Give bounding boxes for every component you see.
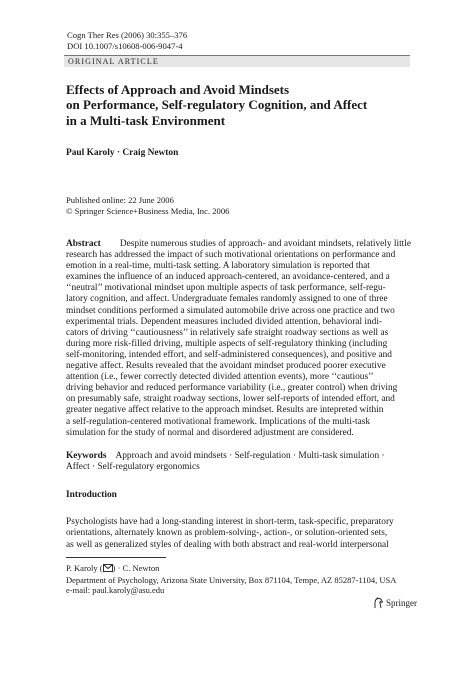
author-footnote [66, 563, 396, 596]
introduction-body [66, 517, 411, 551]
footnote-divider [66, 557, 166, 558]
abstract-line: attention (i.e., fewer correctly detected divided attention events), more ‘‘cautious’’ [66, 372, 374, 383]
abstract-line: during more risk-filled driving, multiple aspects of self-regulatory thinking (including [66, 338, 388, 349]
abstract-line: a self-regulation-centered motivational framework. Implications of the multi-task [66, 416, 371, 427]
title-line-1: Effects of Approach and Avoid Mindsets [66, 82, 290, 97]
journal-header [67, 30, 187, 51]
abstract-line: driving behavior and reduced performance variability (i.e., greater control) when driving [66, 383, 398, 394]
author-email[interactable]: e-mail: paul.karoly@asu.edu [66, 585, 165, 595]
abstract-line: greater negative affect relative to the approach mindset. Results are intepreted within [66, 405, 384, 416]
article-type-label: ORIGINAL ARTICLE [68, 57, 159, 66]
abstract-line: negative affect. Results revealed that the avoidant mindset produced poorer executive [66, 361, 386, 372]
keywords-line-1 [66, 451, 411, 462]
journal-doi: DOI 10.1007/s10608-006-9047-4 [67, 40, 183, 51]
publisher-name: Springer [386, 598, 417, 608]
publication-info [66, 195, 229, 217]
title-line-2: on Performance, Self-regulatory Cognition, and Affect [66, 97, 368, 113]
author-prefix: P. Karoly ( [66, 563, 103, 573]
abstract-line: on presumably safe, straight roadway sections, lower self-reports of intended effort, and [66, 394, 395, 405]
author-suffix: ) · C. Newton [112, 563, 160, 573]
article-type-bar [64, 55, 410, 67]
published-date: Published online: 22 June 2006 [66, 195, 174, 205]
intro-line: as well as generalized styles of dealing with both abstract and real-world interpersonal [66, 539, 389, 550]
copyright-line: © Springer Science+Business Media, Inc. 2006 [66, 205, 230, 216]
abstract-line: experimental trials. Dependent measures included divided attention, behavioral indi- [66, 316, 383, 327]
introduction-heading: Introduction [66, 490, 117, 500]
intro-line: Psychologists have had a long-standing interest in short-term, task-specific, preparatory [66, 517, 394, 527]
envelope-icon [103, 564, 113, 575]
abstract-text: Despite numerous studies of approach- and avoidant mindsets, relatively little [119, 239, 411, 249]
abstract-line: self-monitoring, intended effort, and self-administered consequences), and positive and [66, 349, 392, 360]
keywords-text-1: Approach and avoid mindsets · Self-regulation · Multi-task simulation · [115, 451, 385, 461]
springer-horse-logo [372, 597, 384, 609]
publisher-mark [372, 597, 417, 609]
author-list: Paul Karoly · Craig Newton [66, 148, 179, 158]
abstract-line: mindset conditions performed a simulated automobile drive across one practice and two [66, 305, 395, 316]
intro-line: orientations, alternately known as problem-solving-, action-, or solution-oriented sets, [66, 528, 388, 539]
abstract-line [66, 239, 411, 250]
abstract-line: simulation for the study of normal and disordered adjustment are considered. [66, 427, 354, 438]
abstract-line: latory cognition, and affect. Undergraduate females randomly assigned to one of three [66, 294, 388, 305]
abstract-label: Abstract [66, 239, 101, 249]
abstract-line: research has addressed the impact of such motivational orientations on performance and [66, 250, 396, 261]
abstract-section [66, 239, 411, 439]
corresponding-author [66, 563, 396, 575]
abstract-line: cators of driving ‘‘cautiousness’’ in relatively safe straight roadway sections as well as [66, 327, 389, 338]
author-department: Department of Psychology, Arizona State University, Box 871104, Tempe, AZ 85287-1104, USA [66, 574, 397, 585]
journal-citation: Cogn Ther Res (2006) 30:355–376 [67, 30, 188, 40]
abstract-line: ‘‘neutral’’ motivational mindset upon multiple aspects of task performance, self-regu- [66, 283, 386, 294]
keywords-section [66, 451, 411, 474]
abstract-line: examines the influence of an induced approach-centered, an avoidance-centered, and a [66, 272, 390, 283]
keywords-line-2: Affect · Self-regulatory ergonomics [66, 462, 200, 473]
abstract-line: emotion in a real-time, multi-task setting. A laboratory simulation is reported that [66, 261, 370, 272]
title-line-3: in a Multi-task Environment [66, 112, 226, 128]
keywords-label: Keywords [66, 451, 107, 461]
article-title [66, 82, 411, 128]
